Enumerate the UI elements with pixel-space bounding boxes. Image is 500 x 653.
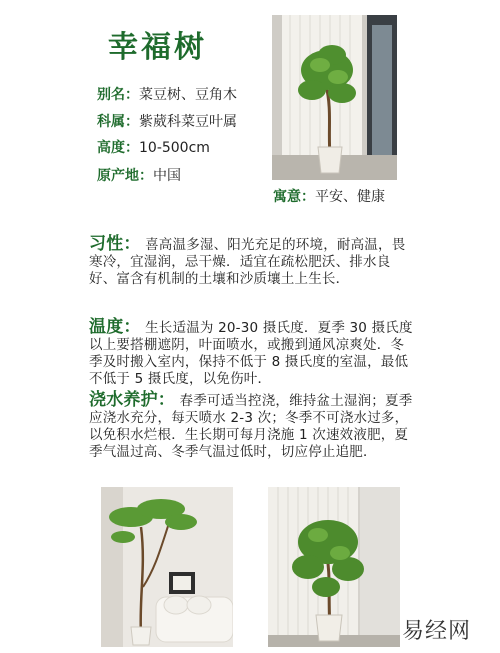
family-label: 科属： — [97, 114, 139, 130]
plant-photo-window — [272, 15, 397, 180]
watering-section — [89, 392, 417, 461]
alias-value: 菜豆树、豆角木 — [139, 87, 237, 103]
temperature-label: 温度： — [89, 317, 141, 337]
watering-label: 浇水养护： — [89, 390, 175, 410]
temperature-text: 生长适温为 20-30 摄氏度．夏季 30 摄氏度以上要搭棚遮阴，叶面喷水，或搬到通风凉爽处．冬季及时搬入室内，保持不低于 8 摄氏度的室温，最低不低于 5 摄氏度，以免伤叶． — [89, 320, 413, 387]
family-value: 紫葳科菜豆叶属 — [139, 114, 237, 130]
watering-text: 春季可适当控浇，维持盆土湿润；夏季应浇水充分，每天喷水 2-3 次；冬季不可浇水过多，以免积水烂根．生长期可每月浇施 1 次速效液肥，夏季气温过高、冬季气温过低时，切应停止追肥． — [89, 393, 413, 460]
family-row — [97, 111, 237, 131]
page-title: 幸福树 — [108, 30, 207, 65]
origin-row — [97, 165, 181, 185]
origin-value: 中国 — [153, 168, 181, 184]
height-label: 高度： — [97, 140, 139, 156]
meaning-row — [273, 186, 385, 206]
meaning-value: 平安、健康 — [315, 189, 385, 205]
origin-label: 原产地： — [97, 168, 153, 184]
habit-section — [89, 236, 417, 288]
alias-label: 别名： — [97, 87, 139, 103]
plant-photo-sofa — [101, 487, 233, 647]
site-watermark: 易经网 — [402, 619, 472, 644]
temperature-section — [89, 319, 417, 388]
habit-text: 喜高温多湿、阳光充足的环境，耐高温，畏寒冷，宜湿润，忌干燥．适宜在疏松肥沃、排水良好、富含有机制的土壤和沙质壤土上生长． — [89, 237, 406, 287]
meaning-label: 寓意： — [273, 189, 315, 205]
plant-photo-curtain — [268, 487, 400, 647]
height-row — [97, 137, 210, 157]
height-value: 10-500cm — [139, 140, 210, 156]
habit-label: 习性： — [89, 234, 141, 254]
alias-row — [97, 84, 237, 104]
